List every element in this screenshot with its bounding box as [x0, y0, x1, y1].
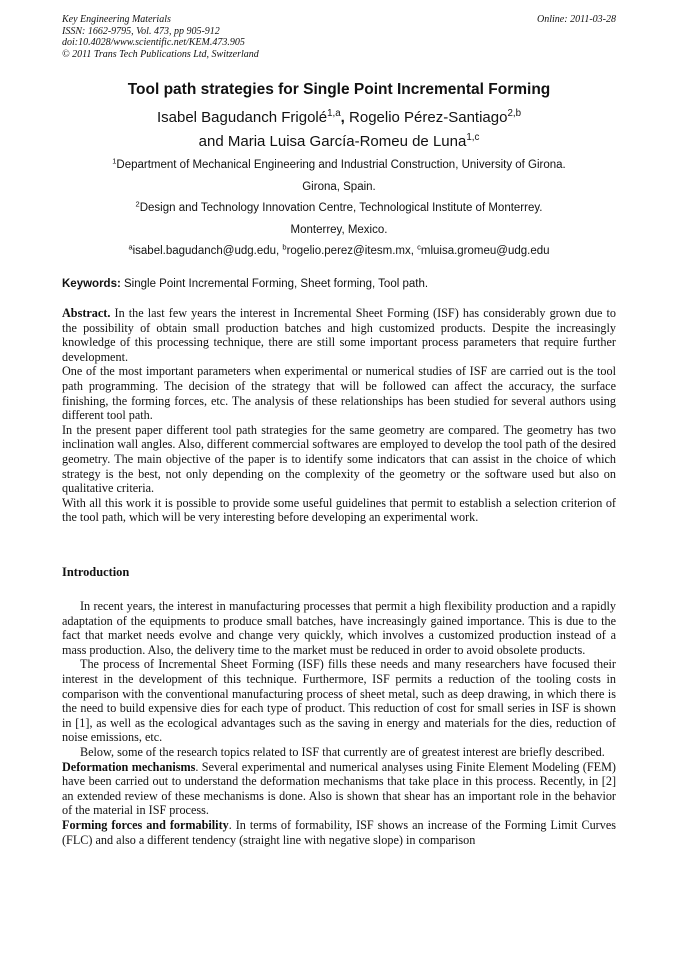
keywords: [62, 277, 616, 291]
email-c: mluisa.gromeu@udg.edu: [420, 245, 550, 257]
email-b: rogelio.perez@itesm.mx,: [286, 245, 418, 257]
affiliation-1-location: Girona, Spain.: [302, 180, 376, 193]
intro-paragraph-1: In recent years, the interest in manufacturing processes that permit a high flexibility production and a rapidly adaptation of the equipments to produce small batches, have increasingly gained importance. This is due to the fact that market needs evolve and change very quickly, which involves a customized production instead of a mass production. Also, the delivery time to the market must be reduced in order to avoid obsolete products.: [62, 599, 616, 657]
intro-paragraph-5: [62, 818, 616, 847]
author-1: Isabel Bagudanch Frigolé: [156, 109, 328, 126]
online-date: Online: 2011-03-28: [537, 14, 616, 25]
author-line-1: [62, 106, 616, 130]
affiliation-1-num: 1: [112, 156, 117, 166]
doi-line: doi:10.4028/www.scientific.net/KEM.473.905: [62, 37, 245, 48]
author-3: Maria Luisa García-Romeu de Luna: [227, 133, 467, 150]
affiliation-2-num: 2: [135, 199, 140, 209]
intro-paragraph-3: Below, some of the research topics related to ISF that currently are of greatest interest are briefly described.: [80, 744, 605, 759]
author-separator: ,: [340, 109, 350, 126]
copyright-line: © 2011 Trans Tech Publications Ltd, Switzerland: [62, 48, 259, 60]
journal-name: Key Engineering Materials: [62, 14, 171, 25]
abstract: [62, 306, 616, 525]
email-a-sup: a: [128, 242, 133, 252]
issn-line: ISSN: 1662-9795, Vol. 473, pp 905-912: [62, 25, 220, 37]
author-and: and: [198, 133, 228, 150]
email-b-sup: b: [282, 242, 287, 252]
email-c-sup: c: [417, 242, 421, 252]
abstract-paragraph-2: One of the most important parameters when experimental or numerical studies of ISF are carried out is the tool path programming. The decision of the strategy that will be followed can affect the accuracy, the surface finishing, the forming forces, etc. The analysis of these relationships has been studied for several authors using different tool path.: [62, 364, 616, 423]
affiliation-2-location: Monterrey, Mexico.: [290, 223, 388, 236]
author-3-sup: 1,c: [466, 132, 480, 144]
introduction-body: [62, 599, 616, 847]
email-a: isabel.bagudanch@udg.edu,: [132, 245, 283, 257]
author-2: Rogelio Pérez-Santiago: [349, 109, 508, 126]
author-list: [62, 106, 616, 154]
abstract-paragraph-3: In the present paper different tool path strategies for the same geometry are compared. The geometry has two inclination wall angles. Also, different commercial softwares are employed to develop the tool path of the desired geometry. The main objective of the paper is to identify some indicators that can assist in the choice of which strategy is the best, not only depending on the complexity of the geometry or the software used but also on qualitative criteria.: [62, 422, 616, 496]
abstract-paragraph-1: [62, 306, 616, 364]
email-list: [62, 241, 616, 263]
intro-paragraph-4: [62, 760, 616, 818]
paper-title: Tool path strategies for Single Point Incremental Forming: [127, 81, 551, 98]
author-1-sup: 1,a: [327, 108, 341, 120]
author-line-2: [62, 130, 616, 154]
abstract-label: Abstract.: [62, 306, 111, 320]
intro-p5-text: . In terms of formability, ISF shows an increase of the Forming Limit Curves (FLC) and also a different tendency (straight line with negative slope) in comparison: [62, 817, 616, 847]
affiliations: [62, 155, 616, 263]
abstract-p1-text: In the last few years the interest in Incremental Sheet Forming (ISF) has considerably grown due to the possibility of obtain small production batches and high customized products. Despite the increasingly knowledge of this processing technique, there are still some important process parameters that require further development.: [62, 306, 616, 364]
intro-p4-text: . Several experimental and numerical analyses using Finite Element Modeling (FEM) have been carried out to understand the deformation mechanisms that take place in this process. Recently, in [2] an extended review of these mechanisms is done. Also is shown that shear has an important role in the behavior of the material in ISF process.: [62, 759, 616, 818]
deformation-mechanisms-label: Deformation mechanisms: [62, 759, 196, 774]
affiliation-2: [62, 198, 616, 220]
abstract-paragraph-4: With all this work it is possible to provide some useful guidelines that permit to establish a selection criterion of the tool path, which will be very interesting before developing an experimental work.: [62, 495, 616, 525]
keywords-label: Keywords:: [62, 278, 121, 290]
keywords-text: Single Point Incremental Forming, Sheet forming, Tool path.: [120, 278, 429, 290]
journal-header: [62, 14, 616, 60]
affiliation-1-text: Department of Mechanical Engineering and Industrial Construction, University of Girona.: [116, 159, 566, 171]
author-2-sup: 2,b: [507, 108, 522, 120]
affiliation-2-text: Design and Technology Innovation Centre, Technological Institute of Monterrey.: [139, 202, 543, 214]
introduction-heading: Introduction: [62, 565, 130, 579]
forming-forces-label: Forming forces and formability: [62, 817, 229, 832]
affiliation-1: [62, 155, 616, 177]
intro-paragraph-2: The process of Incremental Sheet Forming (ISF) fills these needs and many researchers have focused their interest in the development of this technique. Furthermore, ISF permits a reduction of the tooling costs in comparison with the conventional manufacturing process of sheet metal, such as deep drawing, in which there is the need to build expensive dies for each type of product. This reduction of cost for small series in ISF is shown in [1], as well as the ecological advantages such as the saving in energy and materials for the dies, reduction of noise emissions, etc.: [62, 657, 616, 745]
